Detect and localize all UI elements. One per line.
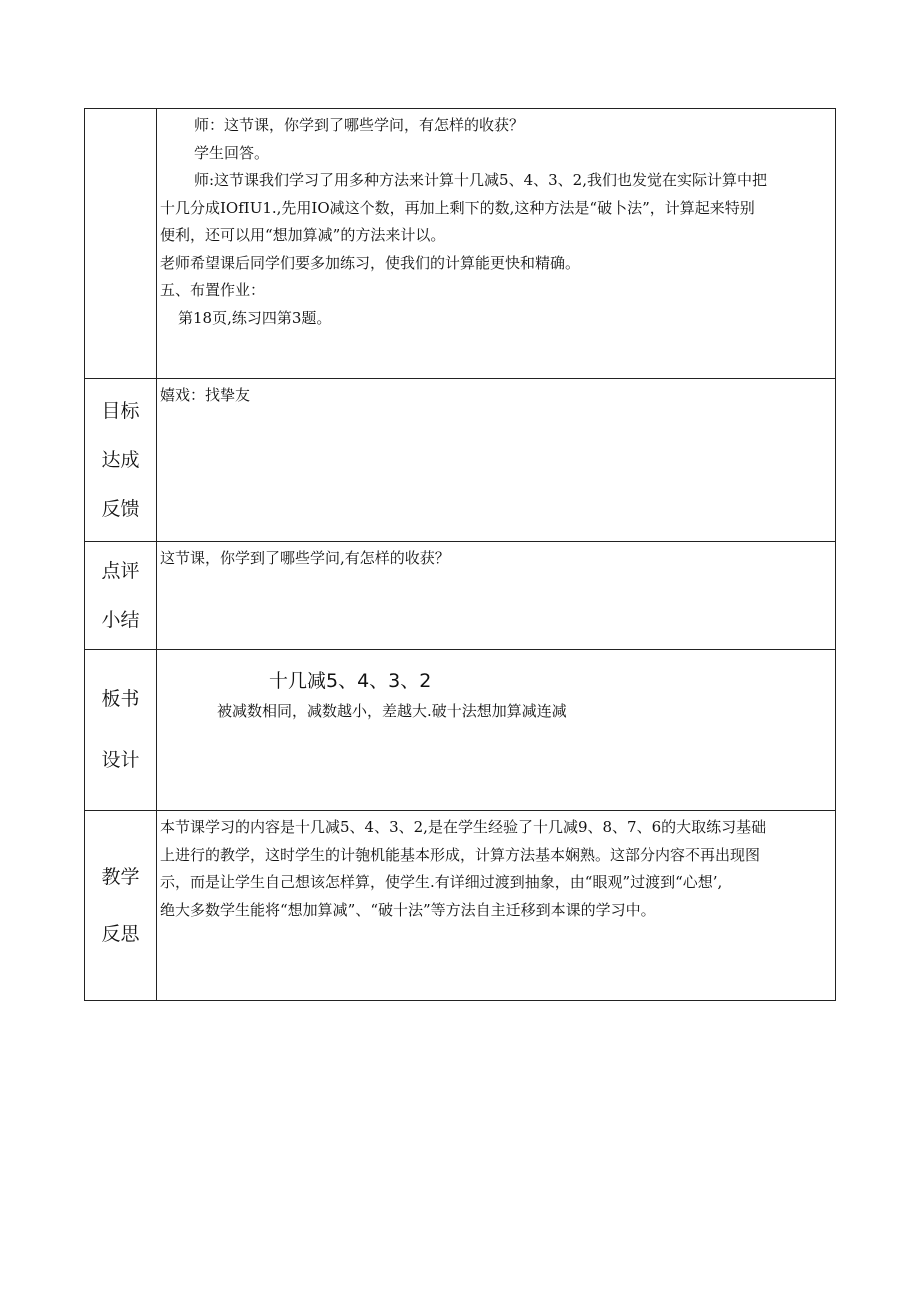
teaching-process-content [157,109,836,379]
text-line: 上进行的教学，这时学生的计匏机能基本形成，计算方法基本娴熟。这部分内容不再出现图 [160,845,761,864]
text-line: 十几分成IOfIU1.,先用IO减这个数，再加上剩下的数,这种方法是“破卜法”，计算起来特别 [160,198,755,217]
text-line: 学生回答。 [194,143,270,162]
text-line: 示，而是让学生自己想该怎样算，使学生.有详细过渡到抽象，由“眼观”过渡到“心想’, [160,873,723,891]
label-line: 反馈 [101,497,140,520]
label-line: 教学 [101,865,140,888]
text-line: 师：这节课，你学到了哪些学问，有怎样的收获？ [194,116,525,134]
board-design-content [157,650,836,811]
text-line: 嬉戏：找挚友 [160,386,251,404]
label-line: 板书 [101,688,140,710]
text-line: 师:这节课我们学习了用多种方法来计算十几减5、4、3、2,我们也发觉在实际计算中把 [194,171,767,189]
label-line: 目标 [101,399,140,422]
label-line: 点评 [101,559,140,582]
text-line: 五、布置作业： [160,281,266,299]
label-line: 小结 [101,608,140,631]
table-row-review-summary [85,542,836,650]
row-label-review-summary [85,542,157,650]
text-line: 绝大多数学生能将“想加算减”、“破十法”等方法自主迁移到本课的学习中。 [160,900,656,919]
text-line: 老师希望课后同学们要多加练习，使我们的计算能更快和精确。 [160,253,581,272]
reflection-content [157,811,836,1001]
text-line: 本节课学习的内容是十几减5、4、3、2,是在学生经验了十几减9、8、7、6的大取练习基础 [160,818,767,836]
row-label-empty [85,109,157,379]
review-summary-content [157,542,836,650]
label-line: 反思 [101,922,140,945]
text-line: 便利，还可以用“想加算减”的方法来计以。 [160,226,446,244]
label-line: 达成 [101,448,140,471]
table-row-board-design [85,650,836,811]
board-title: 十几减5、4、3、2 [269,670,432,692]
board-subtitle: 被减数相同，减数越小，差越大.破十法想加算减连减 [217,702,567,720]
row-label-reflection [85,811,157,1001]
text-line: 这节课，你学到了哪些学问,有怎样的收获？ [160,549,450,567]
row-label-goal-feedback [85,379,157,542]
table-row-goal-feedback [85,379,836,542]
goal-feedback-content [157,379,836,542]
table-row-teaching-process [85,109,836,379]
table-row-reflection [85,811,836,1001]
label-line: 设计 [101,749,140,771]
row-label-board-design [85,650,157,811]
text-line: 第18页,练习四第3题。 [178,308,332,327]
lesson-plan-table [84,108,836,1001]
